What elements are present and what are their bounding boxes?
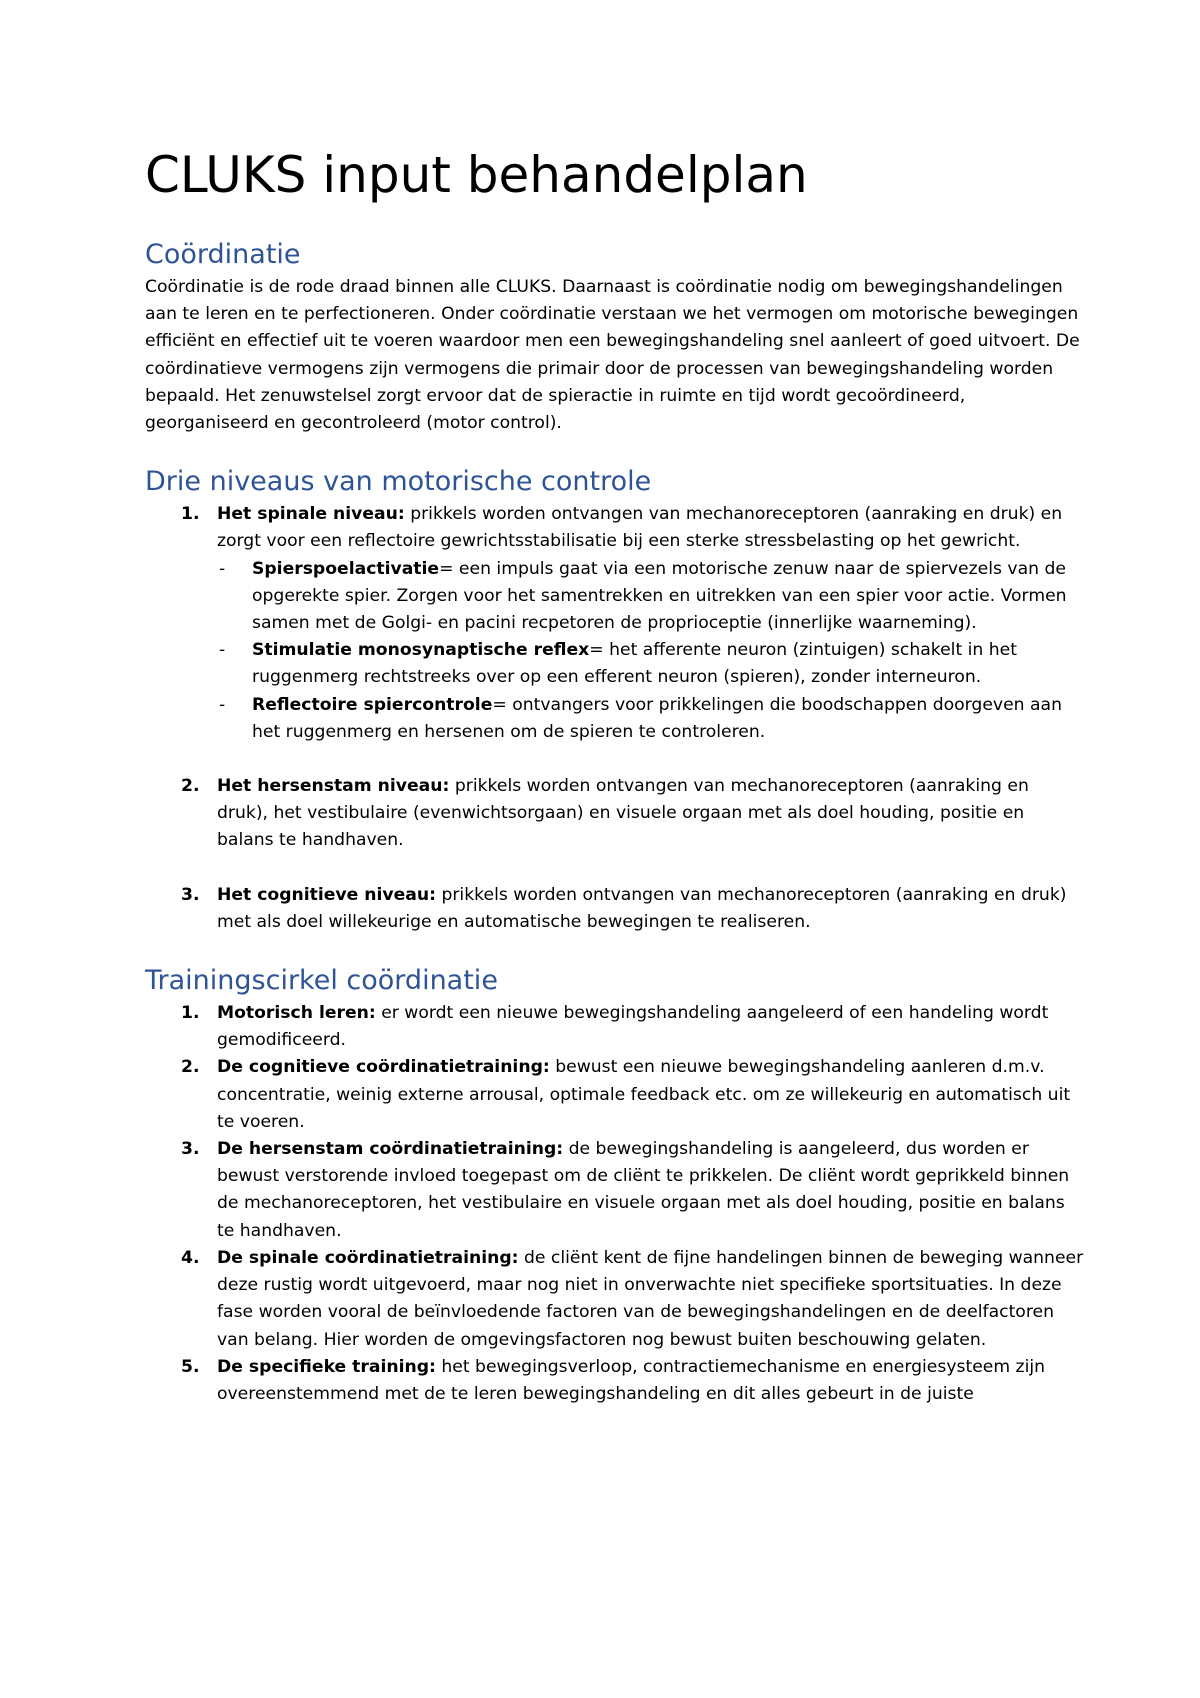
list-item-niveau-3 — [145, 882, 1085, 936]
list-item-term: De hersenstam coördinatietraining: — [217, 1139, 564, 1160]
list-item-term: De specifieke training: — [217, 1356, 436, 1377]
list-item-text: de cliënt kent de fijne handelingen binnen de beweging wanneer deze rustig wordt uitgevoerd, maar nog niet in onverwachte niet specifieke sportsituaties. In deze fase worden vooral de beïnvloedende factoren van de bewegingshandelingen en de deelfactoren van belang. Hier worden de omgevingsfactoren nog bewust buiten beschouwing gelaten. — [217, 1247, 1084, 1350]
list-item-text: prikkels worden ontvangen van mechanoreceptoren (aanraking en druk) en zorgt voor een reflectoire gewrichtsstabilisatie bij een sterke stressbelasting op het gewricht. — [217, 504, 1063, 552]
list-item-niveau-2 — [145, 773, 1085, 855]
list-number: 3. — [181, 1139, 200, 1160]
list-item-training-5 — [145, 1354, 1085, 1408]
sublist-item — [217, 637, 1085, 691]
list-item-text: er wordt een nieuwe bewegingshandeling aangeleerd of een handeling wordt gemodificeerd. — [217, 1003, 1049, 1051]
list-number: 3. — [181, 884, 200, 905]
paragraph-coordinatie: Coördinatie is de rode draad binnen alle CLUKS. Daarnaast is coördinatie nodig om bewegingshandelingen aan te leren en te perfectioneren. Onder coördinatie verstaan we het vermogen om motorische bewegingen efficiënt en effectief uit te voeren waardoor men een bewegingshandeling snel aanleert of goed uitvoert. De coördinatieve vermogens zijn vermogens die primair door de processen van bewegingshandeling worden bepaald. Het zenuwstelsel zorgt ervoor dat de spieractie in ruimte en tijd wordt gecoördineerd, georganiseerd en gecontroleerd (motor control). — [145, 277, 1080, 434]
sublist-item-term: Reflectoire spiercontrole — [252, 694, 493, 715]
list-item-training-2 — [145, 1054, 1085, 1136]
sublist-item-text: = een impuls gaat via een motorische zenuw naar de spiervezels van de opgerekte spier. Zorgen voor het samentrekken en uitrekken van een spier voor actie. Vormen samen met de Golgi- en pacini recpetoren de proprioceptie (innerlijke waarneming). — [252, 558, 1067, 634]
list-item-term: De spinale coördinatietraining: — [217, 1247, 519, 1268]
list-item-training-1 — [145, 1000, 1085, 1054]
list-item-term: Het cognitieve niveau: — [217, 884, 436, 905]
sublist-item-text: = het afferente neuron (zintuigen) schakelt in het ruggenmerg rechtstreeks over op een efferent neuron (spieren), zonder interneuron. — [252, 640, 1017, 688]
list-number: 1. — [181, 504, 200, 525]
list-number: 4. — [181, 1247, 200, 1268]
sublist-spinaal — [217, 556, 1085, 746]
list-number: 5. — [181, 1356, 200, 1377]
dash-marker: - — [219, 558, 226, 579]
list-item-text: bewust een nieuwe bewegingshandeling aanleren d.m.v. concentratie, weinig externe arrousal, optimale feedback etc. om ze willekeurig en automatisch uit te voeren. — [217, 1057, 1071, 1132]
list-item-text: prikkels worden ontvangen van mechanoreceptoren (aanraking en druk), het vestibulaire (evenwichtsorgaan) en visuele orgaan met als doel houding, positie en balans te handhaven. — [217, 776, 1029, 851]
sublist-item-text: = ontvangers voor prikkelingen die boodschappen doorgeven aan het ruggenmerg en hersenen om de spieren te controleren. — [252, 694, 1062, 742]
list-niveaus — [145, 501, 1085, 936]
list-item-text: de bewegingshandeling is aangeleerd, dus worden er bewust verstorende invloed toegepast om de cliënt te prikkelen. De cliënt wordt geprikkeld binnen de mechanoreceptoren, het vestibulaire en visuele orgaan met als doel houding, positie en balans te handhaven. — [217, 1139, 1070, 1241]
list-item-term: Het hersenstam niveau: — [217, 776, 450, 797]
list-number: 2. — [181, 1057, 200, 1078]
list-item-text: het bewegingsverloop, contractiemechanisme en energiesysteem zijn overeenstemmend met de te leren bewegingshandeling en dit alles gebeurt in de juiste — [217, 1356, 1046, 1404]
list-item-training-4 — [145, 1245, 1085, 1354]
list-item-term: Motorisch leren: — [217, 1003, 376, 1024]
sublist-item-term: Spierspoelactivatie — [252, 558, 440, 579]
list-number: 1. — [181, 1003, 200, 1024]
heading-trainingscirkel: Trainingscirkel coördinatie — [145, 965, 498, 997]
sublist-item — [217, 556, 1085, 638]
document-page — [145, 140, 1085, 1408]
list-item-term: De cognitieve coördinatietraining: — [217, 1057, 550, 1078]
list-item-niveau-1 — [145, 501, 1085, 746]
dash-marker: - — [219, 694, 226, 715]
page-title: CLUKS input behandelplan — [145, 146, 808, 204]
list-training — [145, 1000, 1085, 1408]
sublist-item-term: Stimulatie monosynaptische reflex — [252, 640, 590, 661]
list-number: 2. — [181, 776, 200, 797]
heading-coordinatie: Coördinatie — [145, 239, 301, 270]
heading-drie-niveaus: Drie niveaus van motorische controle — [145, 466, 652, 498]
list-item-text: prikkels worden ontvangen van mechanoreceptoren (aanraking en druk) met als doel willekeurige en automatische bewegingen te realiseren. — [217, 884, 1067, 932]
list-item-training-3 — [145, 1136, 1085, 1245]
sublist-item — [217, 692, 1085, 746]
list-item-term: Het spinale niveau: — [217, 504, 405, 525]
dash-marker: - — [219, 640, 226, 661]
